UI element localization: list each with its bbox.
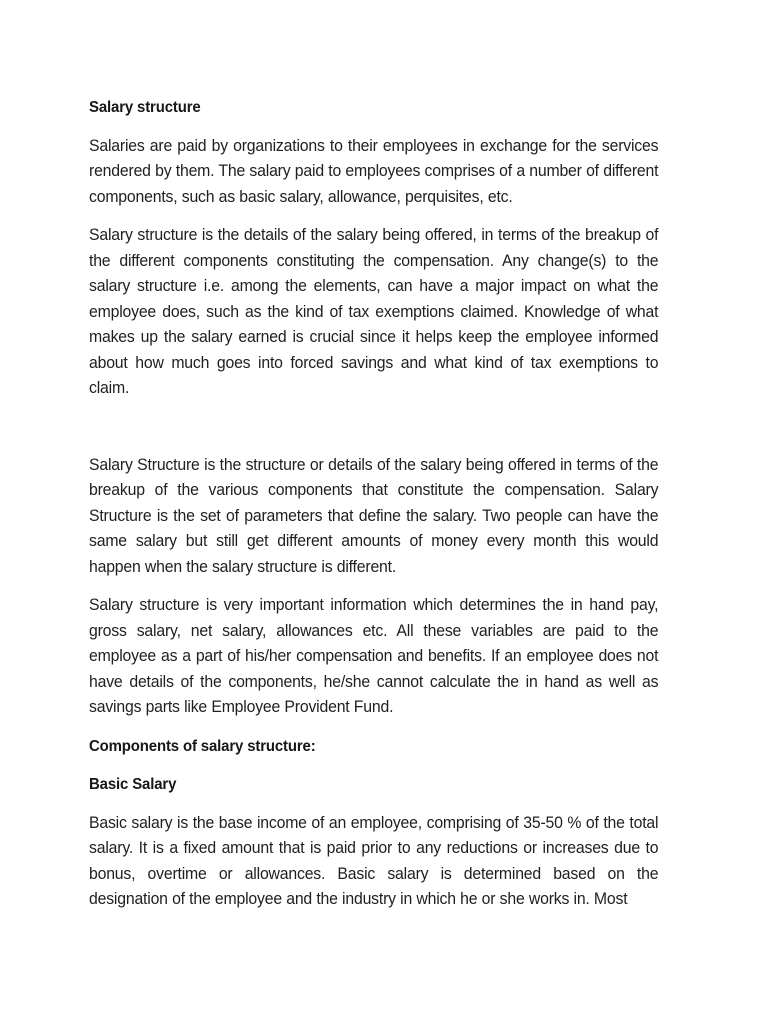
section-heading-components: Components of salary structure: <box>89 737 316 755</box>
subsection-heading-basic-salary: Basic Salary <box>89 776 177 793</box>
paragraph-structure-overview: Salary Structure is the structure or details of the salary being offered in terms of the breakup of the various components that constitute the compensation. Salary Structure is the set of parameters that define the salary. Two people can have the same salary but still get different amounts of money every month this would happen when the salary structure is different. <box>89 455 659 576</box>
paragraph-importance: Salary structure is very important information which determines the in hand pay, gross salary, net salary, allowances etc. All these variables are paid to the employee as a part of his/her compensation and benefits. If an employee does not have details of the components, he/she cannot calculate the in hand as well as savings parts like Employee Provident Fund. <box>89 596 659 716</box>
paragraph-definition: Salary structure is the details of the salary being offered, in terms of the breakup of the different components constituting the compensation. Any change(s) to the salary structure i.e. among the elements, can have a major impact on what the employee does, such as the kind of tax exemptions claimed. Knowledge of what makes up the salary earned is crucial since it helps keep the employee informed about how much goes into forced savings and what kind of tax exemptions to claim. <box>89 226 659 397</box>
paragraph-basic-salary: Basic salary is the base income of an employee, comprising of 35-50 % of the total salary. It is a fixed amount that is paid prior to any reductions or increases due to bonus, overtime or allowances. Basic salary is determined based on the designation of the employee and the industry in which he or she works in. Most <box>89 813 659 908</box>
document-body <box>89 95 679 913</box>
paragraph-intro: Salaries are paid by organizations to their employees in exchange for the services rendered by them. The salary paid to employees comprises of a number of different components, such as basic salary, allowance, perquisites, etc. <box>89 136 659 206</box>
page-title: Salary structure <box>89 99 201 116</box>
